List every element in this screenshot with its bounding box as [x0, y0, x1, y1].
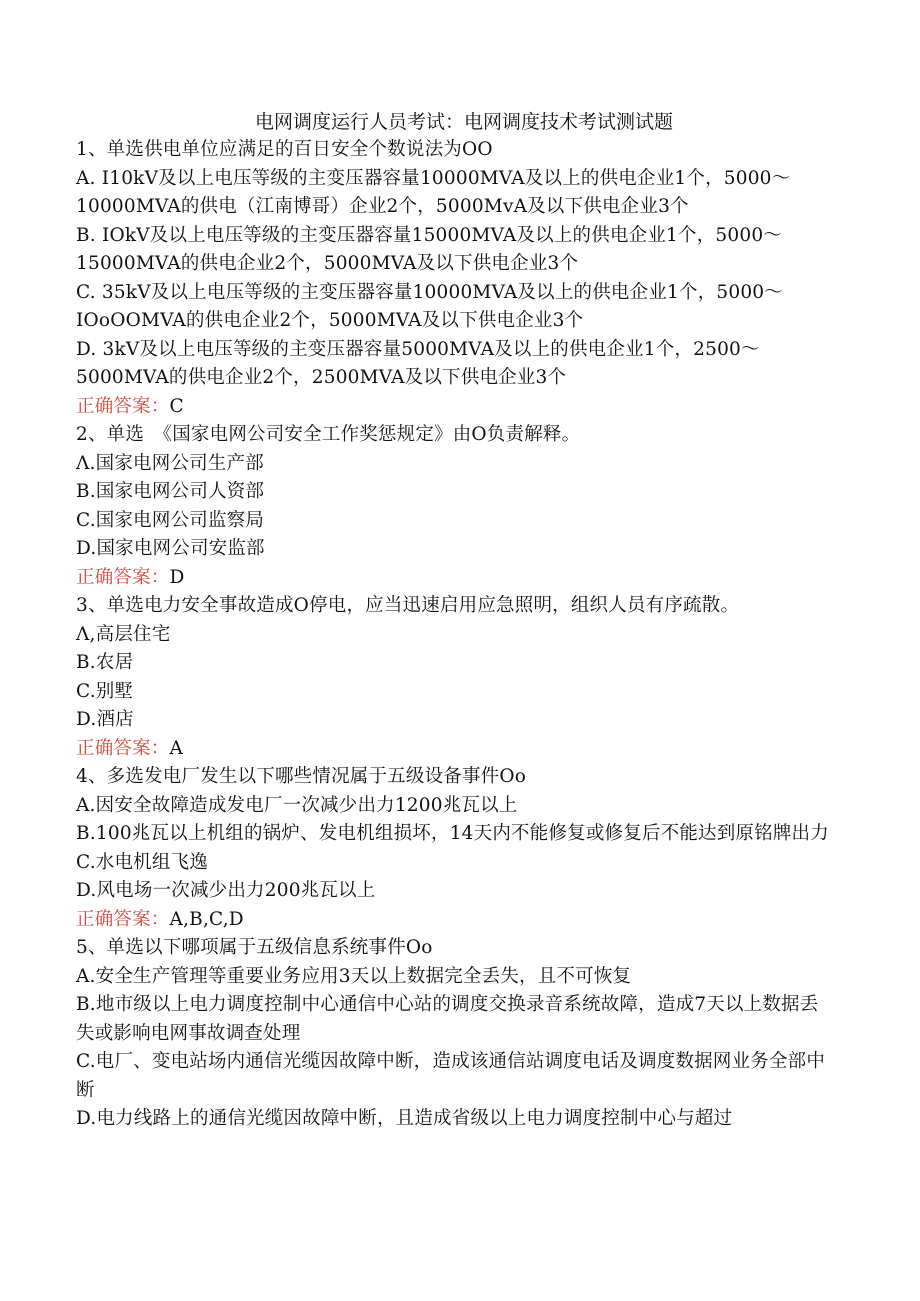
question-1: [76, 136, 832, 421]
option-c: C.水电机组飞逸: [76, 851, 208, 873]
question-2: [76, 421, 832, 592]
correct-answer: [76, 564, 832, 593]
answer-label: 正确答案：: [76, 395, 170, 417]
option-d: D.国家电网公司安监部: [76, 538, 265, 559]
document-title: 电网调度运行人员考试：电网调度技术考试测试题: [254, 111, 673, 133]
option-b: B.地市级以上电力调度控制中心通信中心站的调度交换录音系统故障，造成7天以上数据丢失或影响电网事故调查处理: [76, 994, 819, 1044]
question-5: [76, 934, 832, 1134]
option-b: B.国家电网公司人资部: [76, 481, 265, 502]
question-4: [76, 763, 832, 934]
document-page: [76, 108, 832, 1134]
question-stem: 1、单选供电单位应满足的百日安全个数说法为OO: [76, 139, 493, 160]
option-b: B. IOkV及以上电压等级的主变压器容量15000MVA及以上的供电企业1个，5000～15000MVA的供电企业2个，5000MVA及以下供电企业3个: [76, 224, 783, 274]
answer-value: D: [169, 566, 185, 588]
question-stem: 3、单选电力安全事故造成O停电，应当迅速启用应急照明，组织人员有序疏散。: [76, 595, 740, 616]
question-stem: 4、多选发电厂发生以下哪些情况属于五级设备事件Oo: [76, 766, 527, 787]
answer-value: C: [169, 395, 184, 417]
option-a: A.因安全故障造成发电厂一次减少出力1200兆瓦以上: [76, 794, 518, 816]
option-d: D.电力线路上的通信光缆因故障中断，且造成省级以上电力调度控制中心与超过: [76, 1108, 733, 1129]
option-c: C.别墅: [76, 680, 134, 702]
correct-answer: [76, 735, 832, 764]
question-stem: 2、单选 《国家电网公司安全工作奖惩规定》由O负责解释。: [76, 424, 581, 445]
correct-answer: [76, 906, 832, 935]
option-d: D.酒店: [76, 709, 134, 730]
option-c: C.国家电网公司监察局: [76, 509, 265, 531]
option-c: C. 35kV及以上电压等级的主变压器容量10000MVA及以上的供电企业1个，5000～IOoOOMVA的供电企业2个，5000MVA及以下供电企业3个: [76, 281, 783, 331]
answer-label: 正确答案：: [76, 908, 170, 930]
option-c: C.电厂、变电站场内通信光缆因故障中断，造成该通信站调度电话及调度数据网业务全部中断: [76, 1051, 826, 1101]
answer-label: 正确答案：: [76, 566, 170, 588]
option-d: D. 3kV及以上电压等级的主变压器容量5000MVA及以上的供电企业1个，2500～5000MVA的供电企业2个，2500MVA及以下供电企业3个: [76, 338, 760, 388]
question-3: [76, 592, 832, 763]
question-stem: 5、单选以下哪项属于五级信息系统事件Oo: [76, 937, 433, 958]
option-d: D.风电场一次减少出力200兆瓦以上: [76, 880, 376, 901]
answer-label: 正确答案：: [76, 737, 170, 759]
option-a: Λ.国家电网公司生产部: [76, 452, 264, 474]
option-b: B.100兆瓦以上机组的锅炉、发电机组损坏，14天内不能修复或修复后不能达到原铭牌出力: [76, 823, 829, 844]
option-a: A.安全生产管理等重要业务应用3天以上数据完全丢失，且不可恢复: [76, 965, 632, 987]
option-a: A. I10kV及以上电压等级的主变压器容量10000MVA及以上的供电企业1个，5000～10000MVA的供电（江南博哥）企业2个，5000MvA及以下供电企业3个: [76, 167, 791, 217]
answer-value: A,B,C,D: [169, 908, 244, 930]
answer-value: A: [169, 737, 184, 759]
option-a: Λ,高层住宅: [76, 623, 171, 645]
correct-answer: [76, 393, 832, 422]
option-b: B.农居: [76, 652, 134, 673]
